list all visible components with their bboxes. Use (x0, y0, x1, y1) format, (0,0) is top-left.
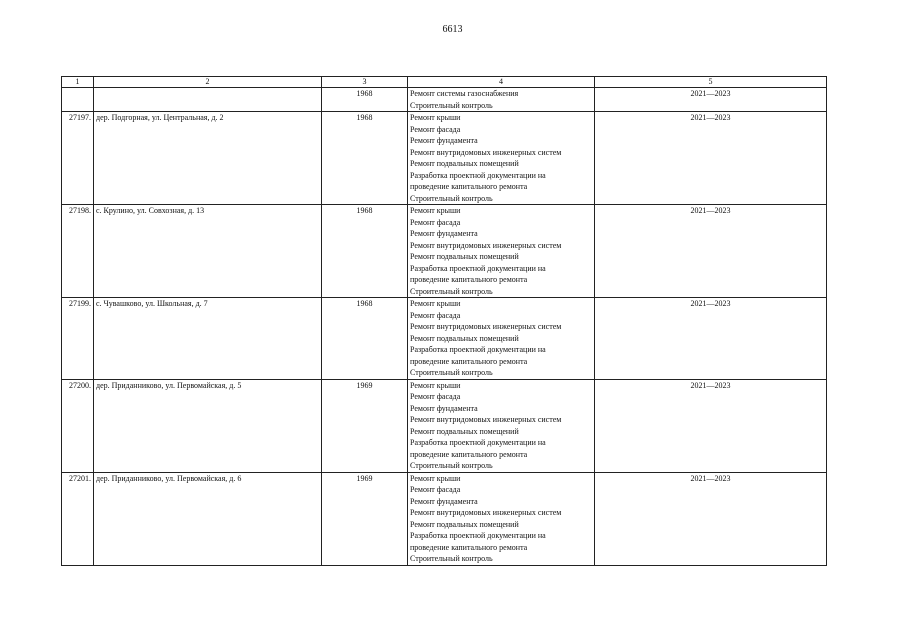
address-cell: дер. Приданниково, ул. Первомайская, д. 6 (94, 472, 322, 565)
row-number: 27199. (62, 298, 94, 380)
address-cell: с. Крулино, ул. Совхозная, д. 13 (94, 205, 322, 298)
works-cell (408, 472, 595, 565)
work-item: Строительный контроль (410, 193, 493, 203)
column-header: 2 (94, 77, 322, 88)
work-item: проведение капитального ремонта (410, 449, 528, 459)
work-item: Ремонт подвальных помещений (410, 519, 519, 529)
work-item: Ремонт системы газоснабжения (410, 89, 519, 98)
work-item: Разработка проектной документации на (410, 170, 546, 180)
work-item: Ремонт крыши (410, 473, 461, 483)
repair-schedule-table (61, 76, 827, 566)
period-cell: 2021—2023 (595, 472, 827, 565)
row-number: 27198. (62, 205, 94, 298)
work-item: Разработка проектной документации на (410, 438, 546, 447)
work-item: проведение капитального ремонта (410, 275, 528, 284)
work-item: Ремонт внутридомовых инженерных систем (410, 240, 562, 250)
period-cell: 2021—2023 (595, 205, 827, 298)
work-item: Ремонт подвальных помещений (410, 333, 519, 343)
work-item: Ремонт фундамента (410, 229, 478, 238)
work-item: Ремонт внутридомовых инженерных систем (410, 322, 562, 331)
year-cell: 1968 (322, 88, 408, 112)
table-row (62, 379, 827, 472)
work-item: Ремонт внутридомовых инженерных систем (410, 508, 562, 517)
column-header: 1 (62, 77, 94, 88)
year-cell: 1969 (322, 472, 408, 565)
year-cell: 1969 (322, 379, 408, 472)
works-cell (408, 205, 595, 298)
work-item: Ремонт крыши (410, 380, 461, 390)
work-item: Ремонт крыши (410, 206, 461, 215)
work-item: Разработка проектной документации на (410, 263, 546, 273)
table-row (62, 88, 827, 112)
table-row (62, 298, 827, 380)
work-item: Ремонт фасада (410, 310, 461, 320)
address-cell: дер. Приданниково, ул. Первомайская, д. 5 (94, 379, 322, 472)
year-cell: 1968 (322, 112, 408, 205)
works-cell (408, 298, 595, 380)
column-header: 4 (408, 77, 595, 88)
work-item: Ремонт фасада (410, 392, 461, 401)
table-header-row (62, 77, 827, 88)
period-cell: 2021—2023 (595, 379, 827, 472)
work-item: Строительный контроль (410, 554, 493, 563)
work-item: Строительный контроль (410, 368, 493, 377)
column-header: 3 (322, 77, 408, 88)
works-cell (408, 379, 595, 472)
period-cell: 2021—2023 (595, 298, 827, 380)
column-header: 5 (595, 77, 827, 88)
work-item: проведение капитального ремонта (410, 182, 528, 191)
work-item: Ремонт фасада (410, 485, 461, 494)
work-item: Ремонт фундамента (410, 403, 478, 413)
work-item: Разработка проектной документации на (410, 531, 546, 540)
year-cell: 1968 (322, 298, 408, 380)
work-item: Разработка проектной документации на (410, 345, 546, 354)
row-number: 27200. (62, 379, 94, 472)
table-row (62, 205, 827, 298)
work-item: проведение капитального ремонта (410, 356, 528, 366)
row-number: 27197. (62, 112, 94, 205)
work-item: Строительный контроль (410, 286, 493, 296)
table-row (62, 112, 827, 205)
works-cell (408, 112, 595, 205)
work-item: Ремонт фасада (410, 124, 461, 134)
work-item: Строительный контроль (410, 461, 493, 470)
address-cell (94, 88, 322, 112)
page-number: 6613 (442, 24, 463, 35)
work-item: Ремонт крыши (410, 299, 461, 308)
work-item: Ремонт внутридомовых инженерных систем (410, 415, 562, 424)
year-cell: 1968 (322, 205, 408, 298)
period-cell: 2021—2023 (595, 112, 827, 205)
work-item: Ремонт подвальных помещений (410, 159, 519, 168)
work-item: проведение капитального ремонта (410, 542, 528, 552)
work-item: Ремонт фасада (410, 217, 461, 227)
work-item: Ремонт фундамента (410, 136, 478, 145)
row-number: 27201. (62, 472, 94, 565)
work-item: Ремонт подвальных помещений (410, 252, 519, 261)
work-item: Ремонт фундамента (410, 496, 478, 506)
work-item: Строительный контроль (410, 100, 493, 110)
period-cell: 2021—2023 (595, 88, 827, 112)
work-item: Ремонт крыши (410, 113, 461, 122)
row-number (62, 88, 94, 112)
address-cell: с. Чувашково, ул. Школьная, д. 7 (94, 298, 322, 380)
table-row (62, 472, 827, 565)
work-item: Ремонт внутридомовых инженерных систем (410, 147, 562, 157)
work-item: Ремонт подвальных помещений (410, 426, 519, 436)
address-cell: дер. Подгорная, ул. Центральная, д. 2 (94, 112, 322, 205)
works-cell (408, 88, 595, 112)
